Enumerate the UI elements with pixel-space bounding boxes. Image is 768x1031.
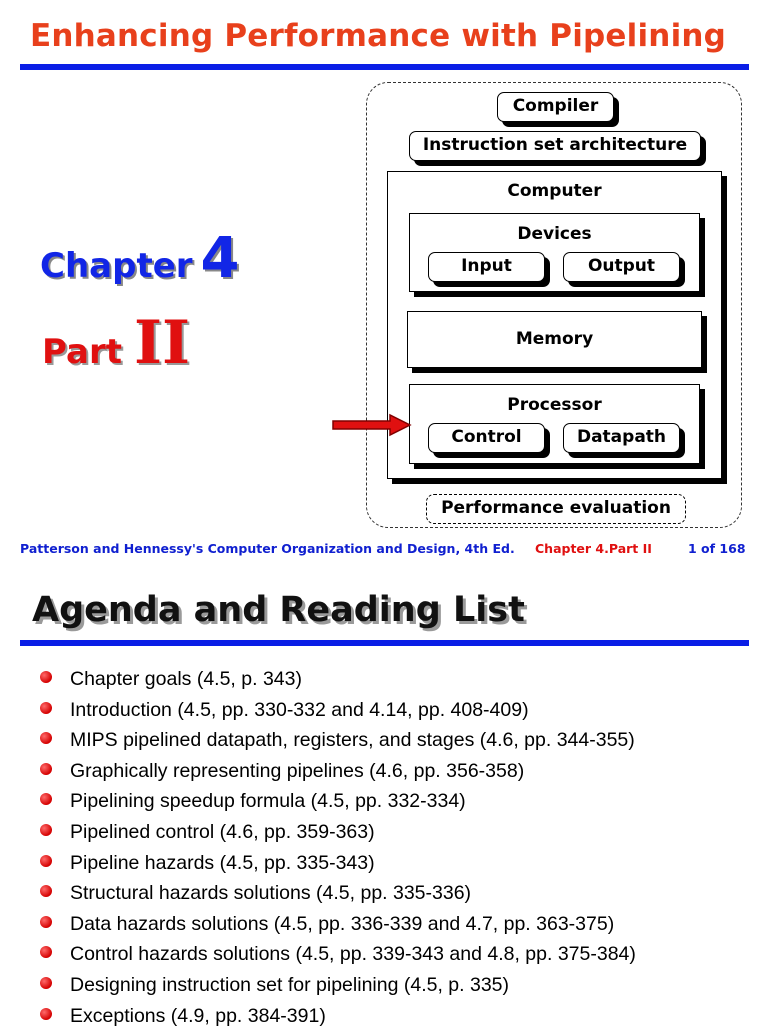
list-item-text: Data hazards solutions (4.5, pp. 336-339 and 4.7, pp. 363-375) [70,912,615,935]
memory-box [407,311,702,368]
bullet-icon [40,946,52,958]
list-item [40,695,636,726]
reading-list [40,664,636,1031]
control-label: Control [451,427,522,447]
title-underline [20,64,749,70]
bullet-icon [40,702,52,714]
list-item-text: Chapter goals (4.5, p. 343) [70,668,302,690]
list-item [40,664,636,695]
agenda-underline [20,640,749,646]
output-label: Output [587,256,656,276]
red-arrow-icon [330,410,414,440]
list-item [40,725,636,756]
bullet-icon [40,885,52,897]
list-item-text: Exceptions (4.9, pp. 384-391) [70,1004,326,1027]
list-item [40,939,636,970]
bullet-icon [40,1008,52,1020]
bullet-icon [40,855,52,867]
list-item-text: Designing instruction set for pipelining (4.5, p. 335) [70,973,509,996]
list-item-text: Control hazards solutions (4.5, pp. 339-343 and 4.8, pp. 375-384) [70,943,636,966]
list-item-text: Structural hazards solutions (4.5, pp. 335-336) [70,882,472,905]
bullet-icon [40,793,52,805]
control-box [428,423,545,453]
output-box [563,252,680,282]
agenda-title: Agenda and Reading List [32,590,525,630]
list-item [40,1001,636,1031]
footer-page-number: 1 of 168 [688,541,746,556]
part-word: Part [42,332,122,372]
bullet-icon [40,824,52,836]
bullet-icon [40,763,52,775]
chapter-word: Chapter [40,246,193,286]
chapter-number: 4 [200,226,240,291]
compiler-label: Compiler [512,96,599,116]
bullet-icon [40,732,52,744]
list-item [40,756,636,787]
computer-label: Computer [507,181,602,201]
part-heading [42,308,190,378]
footer-book: Patterson and Hennessy's Computer Organization and Design, 4th Ed. [20,541,515,556]
isa-label: Instruction set architecture [422,135,688,155]
bullet-icon [40,671,52,683]
bullet-icon [40,916,52,928]
footer-chapter: Chapter 4.Part II [535,541,652,556]
list-item [40,786,636,817]
list-item [40,970,636,1001]
bullet-icon [40,977,52,989]
performance-label: Performance evaluation [441,498,671,518]
chapter-heading [40,226,240,291]
input-label: Input [461,256,512,276]
list-item-text: MIPS pipelined datapath, registers, and stages (4.6, pp. 344-355) [70,729,635,752]
list-item-text: Pipelined control (4.6, pp. 359-363) [70,820,375,843]
list-item-text: Introduction (4.5, pp. 330-332 and 4.14, pp. 408-409) [70,698,529,721]
performance-evaluation-box [426,494,686,524]
list-item-text: Pipeline hazards (4.5, pp. 335-343) [70,851,375,874]
memory-label: Memory [515,329,594,349]
list-item [40,817,636,848]
compiler-box [497,92,614,122]
input-box [428,252,545,282]
list-item [40,848,636,879]
isa-box [409,131,701,161]
list-item-text: Pipelining speedup formula (4.5, pp. 332-334) [70,790,466,813]
list-item-text: Graphically representing pipelines (4.6, pp. 356-358) [70,759,525,782]
list-item [40,878,636,909]
slide-title: Enhancing Performance with Pipelining [30,18,727,54]
processor-label: Processor [507,395,602,415]
list-item [40,909,636,940]
part-number: II [133,308,191,378]
datapath-label: Datapath [576,427,667,447]
devices-label: Devices [517,224,592,244]
datapath-box [563,423,680,453]
